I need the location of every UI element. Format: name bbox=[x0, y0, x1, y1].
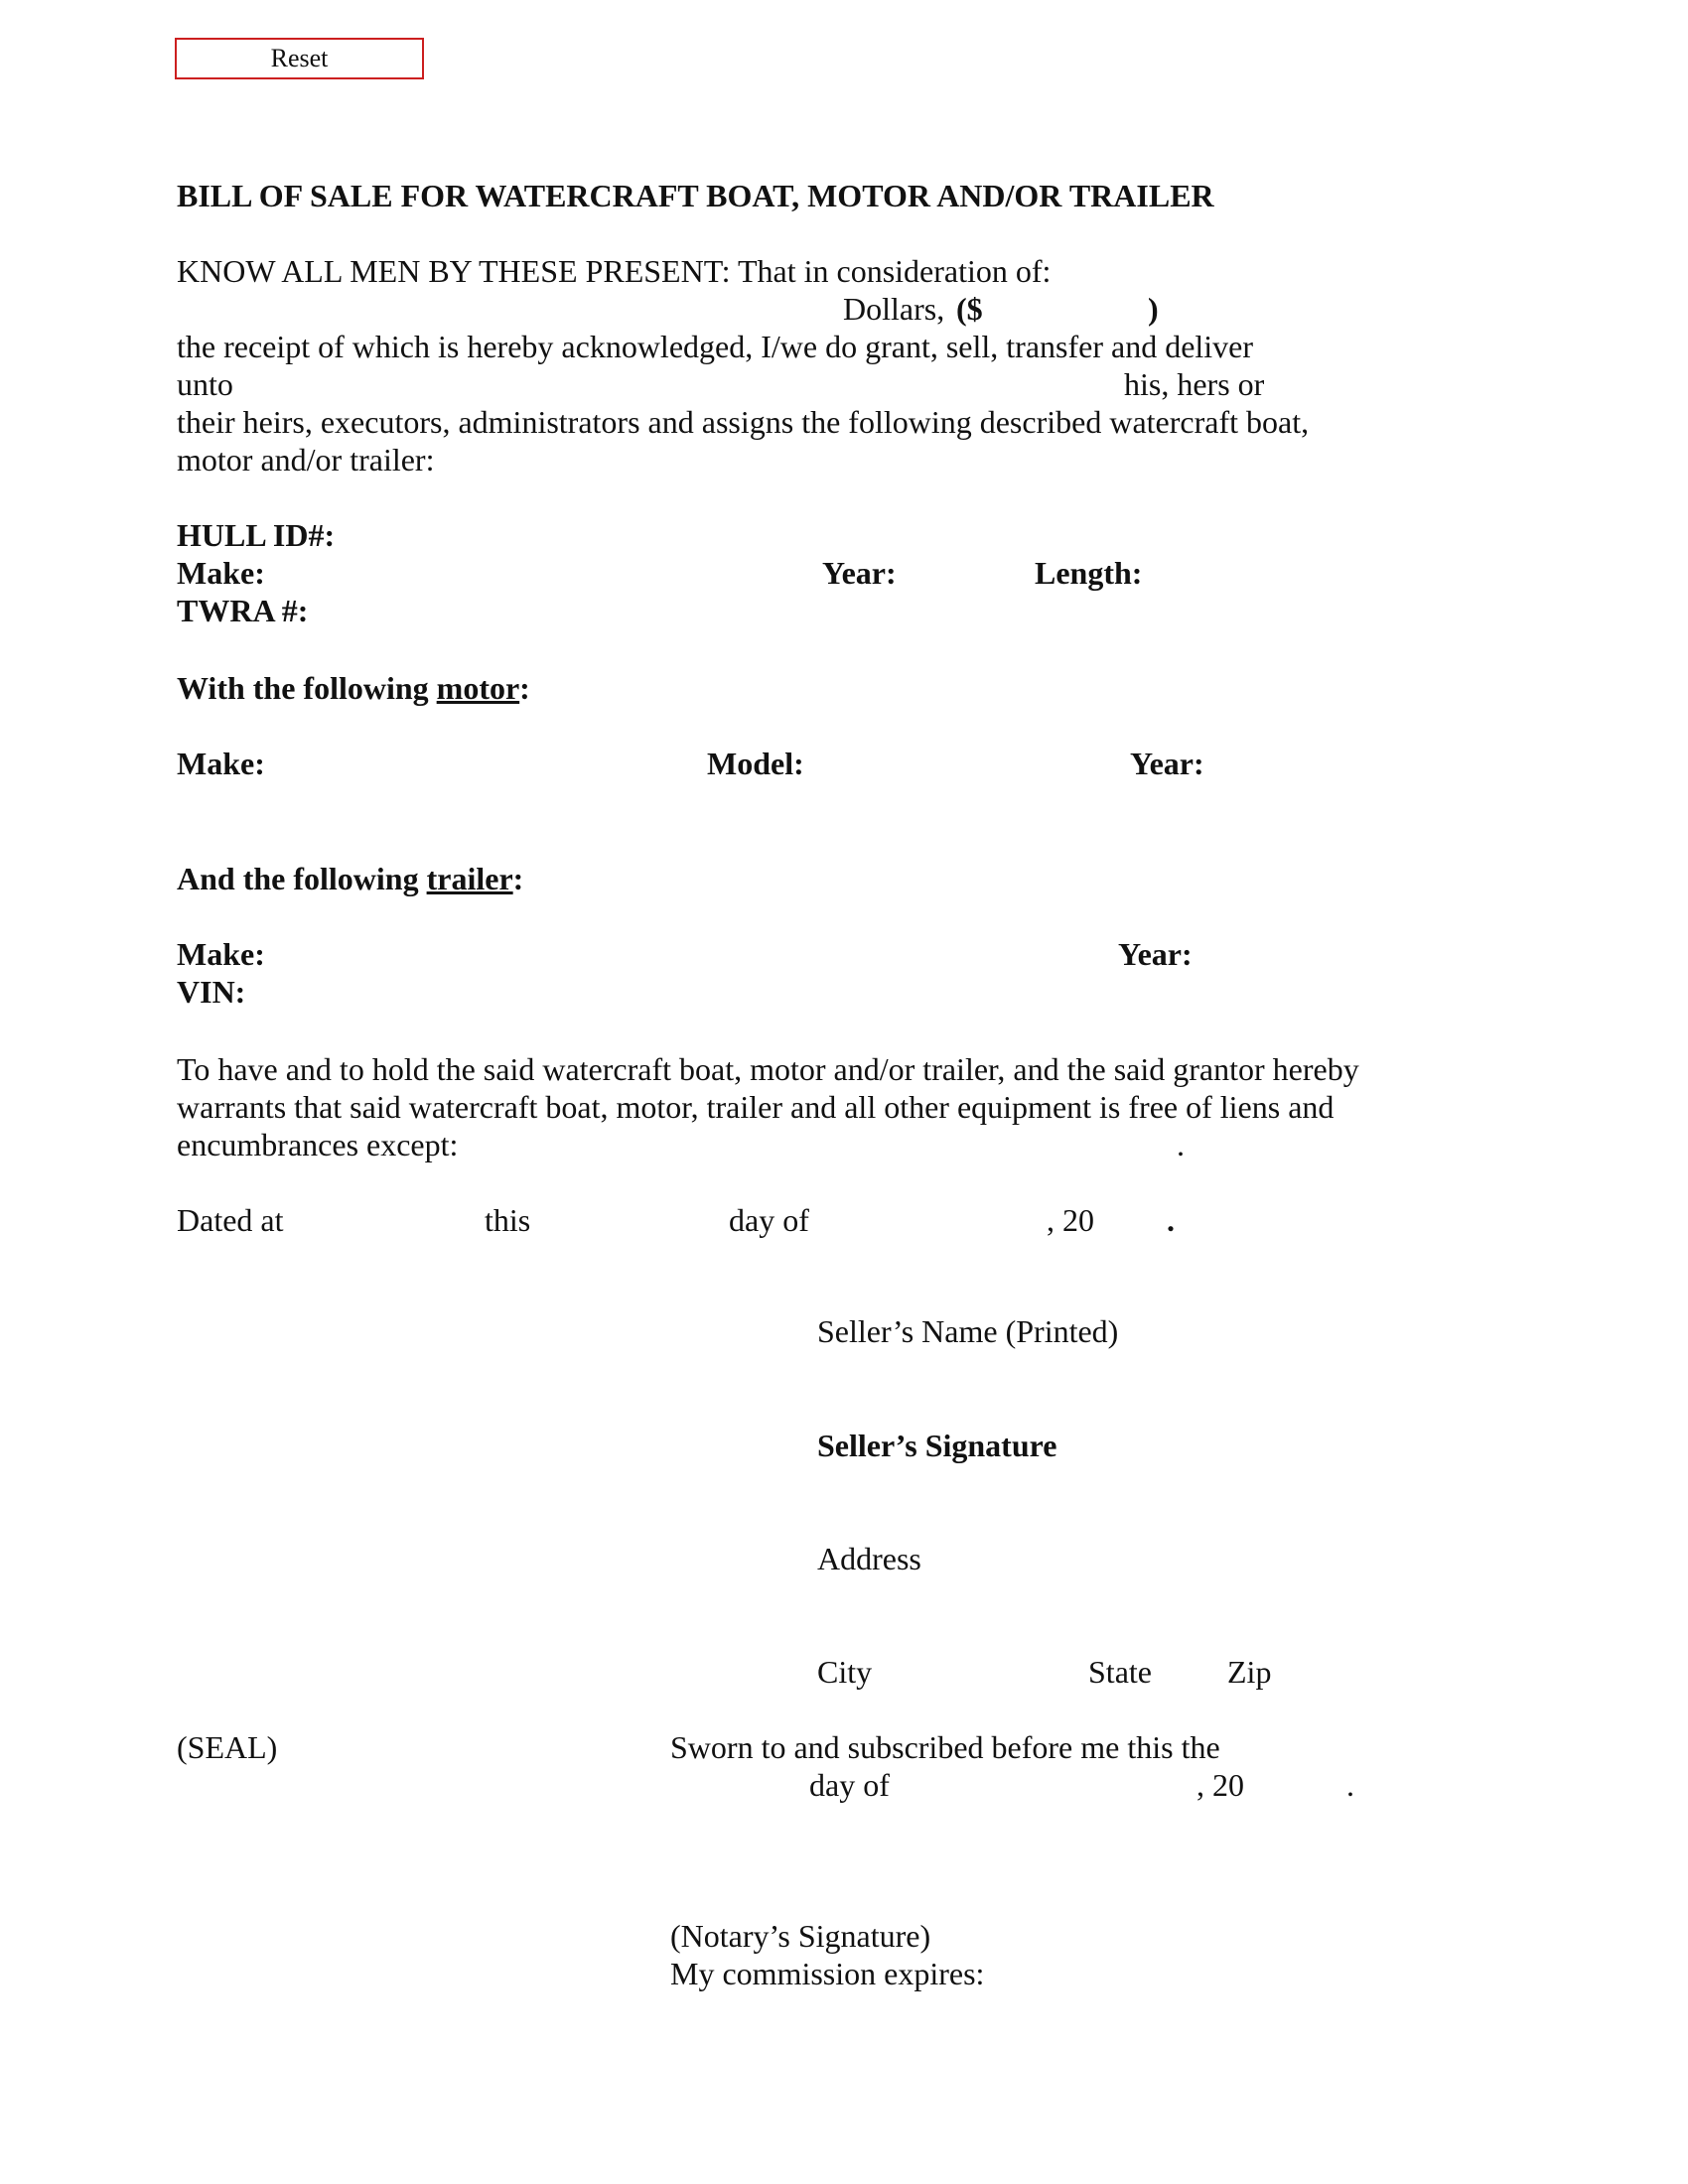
warranty-text-line2: warrants that said watercraft boat, motor, trailer and all other equipment is free of liens and bbox=[177, 1089, 1335, 1125]
motor-heading: With the following motor: bbox=[177, 670, 530, 706]
seller-address-field[interactable] bbox=[817, 1503, 1378, 1535]
unto-text: unto bbox=[177, 366, 233, 402]
sworn-text: Sworn to and subscribed before me this the bbox=[670, 1729, 1220, 1765]
seal-text: (SEAL) bbox=[177, 1729, 278, 1765]
dated-at-field[interactable] bbox=[296, 1201, 478, 1239]
warranty-text-line1: To have and to hold the said watercraft boat, motor and/or trailer, and the said grantor hereby bbox=[177, 1051, 1359, 1087]
boat-make-label: Make: bbox=[177, 555, 265, 591]
notary-signature-field[interactable] bbox=[670, 1874, 1362, 1910]
trailer-year-label: Year: bbox=[1118, 936, 1193, 972]
seller-name-field[interactable] bbox=[817, 1276, 1378, 1307]
notary-comma-20-text: , 20 bbox=[1196, 1767, 1244, 1803]
trailer-year-field[interactable] bbox=[1206, 935, 1337, 973]
boat-length-label: Length: bbox=[1035, 555, 1143, 591]
dated-day-field[interactable] bbox=[540, 1201, 722, 1239]
notary-month-field[interactable] bbox=[901, 1766, 1196, 1804]
motor-model-label: Model: bbox=[707, 746, 804, 781]
document-title: BILL OF SALE FOR WATERCRAFT BOAT, MOTOR AND/OR TRAILER bbox=[177, 178, 1214, 213]
seller-zip-label: Zip bbox=[1227, 1654, 1272, 1690]
his-hers-text: his, hers or bbox=[1124, 366, 1265, 402]
notary-period: . bbox=[1346, 1767, 1354, 1803]
trailer-vin-field[interactable] bbox=[298, 973, 1352, 1011]
notary-signature-label: (Notary’s Signature) bbox=[670, 1918, 931, 1954]
seller-name-label: Seller’s Name (Printed) bbox=[817, 1313, 1119, 1349]
heirs-text: their heirs, executors, administrators and assigns the following described watercraft boat, bbox=[177, 404, 1310, 440]
hull-id-field[interactable] bbox=[352, 516, 1340, 554]
consideration-amount-words-field[interactable] bbox=[177, 290, 833, 328]
comma-20-text: , 20 bbox=[1047, 1202, 1094, 1238]
seller-city-state-zip-field[interactable] bbox=[817, 1616, 1378, 1648]
commission-expires-label: My commission expires: bbox=[670, 1956, 985, 1991]
consideration-text: KNOW ALL MEN BY THESE PRESENT: That in consideration of: bbox=[177, 253, 1052, 289]
consideration-amount-field[interactable] bbox=[983, 290, 1147, 328]
motor-year-label: Year: bbox=[1130, 746, 1204, 781]
boat-make-field[interactable] bbox=[344, 554, 803, 592]
hull-id-label: HULL ID#: bbox=[177, 517, 336, 553]
trailer-heading: And the following trailer: bbox=[177, 861, 524, 896]
twra-field[interactable] bbox=[333, 592, 1340, 629]
reset-button[interactable]: Reset bbox=[175, 38, 424, 79]
boat-year-field[interactable] bbox=[912, 554, 1027, 592]
dated-year-field[interactable] bbox=[1100, 1201, 1166, 1239]
dated-period: . bbox=[1167, 1202, 1175, 1238]
dollars-text: Dollars, bbox=[843, 291, 945, 327]
buyer-name-field[interactable] bbox=[243, 365, 1115, 403]
twra-label: TWRA #: bbox=[177, 593, 309, 628]
trailer-vin-label: VIN: bbox=[177, 974, 246, 1010]
warranty-text-line3: encumbrances except: bbox=[177, 1127, 459, 1162]
boat-year-label: Year: bbox=[822, 555, 897, 591]
motor-model-field[interactable] bbox=[816, 745, 1112, 782]
encumbrances-field[interactable] bbox=[477, 1126, 1169, 1163]
motor-make-field[interactable] bbox=[294, 745, 689, 782]
motor-year-field[interactable] bbox=[1217, 745, 1348, 782]
notary-day-of-text: day of bbox=[809, 1767, 890, 1803]
warranty-period: . bbox=[1177, 1127, 1185, 1162]
seller-signature-field[interactable] bbox=[817, 1390, 1378, 1422]
seller-state-label: State bbox=[1088, 1654, 1152, 1690]
trailer-make-label: Make: bbox=[177, 936, 265, 972]
receipt-text: the receipt of which is hereby acknowledged, I/we do grant, sell, transfer and deliver bbox=[177, 329, 1254, 364]
motor-make-label: Make: bbox=[177, 746, 265, 781]
commission-expires-field[interactable] bbox=[1013, 1955, 1356, 1992]
dated-month-field[interactable] bbox=[820, 1201, 1047, 1239]
day-of-text: day of bbox=[729, 1202, 809, 1238]
notary-day-field[interactable] bbox=[670, 1766, 801, 1804]
this-text: this bbox=[485, 1202, 531, 1238]
seller-signature-label: Seller’s Signature bbox=[817, 1428, 1057, 1463]
dated-at-text: Dated at bbox=[177, 1202, 284, 1238]
dollar-open-text: ($ bbox=[956, 291, 983, 327]
notary-year-field[interactable] bbox=[1253, 1766, 1336, 1804]
trailer-make-field[interactable] bbox=[284, 935, 1092, 973]
seller-city-label: City bbox=[817, 1654, 873, 1690]
seller-address-label: Address bbox=[817, 1541, 921, 1576]
motor-trailer-text: motor and/or trailer: bbox=[177, 442, 435, 478]
dollar-close-text: ) bbox=[1148, 291, 1159, 327]
boat-length-field[interactable] bbox=[1162, 554, 1342, 592]
